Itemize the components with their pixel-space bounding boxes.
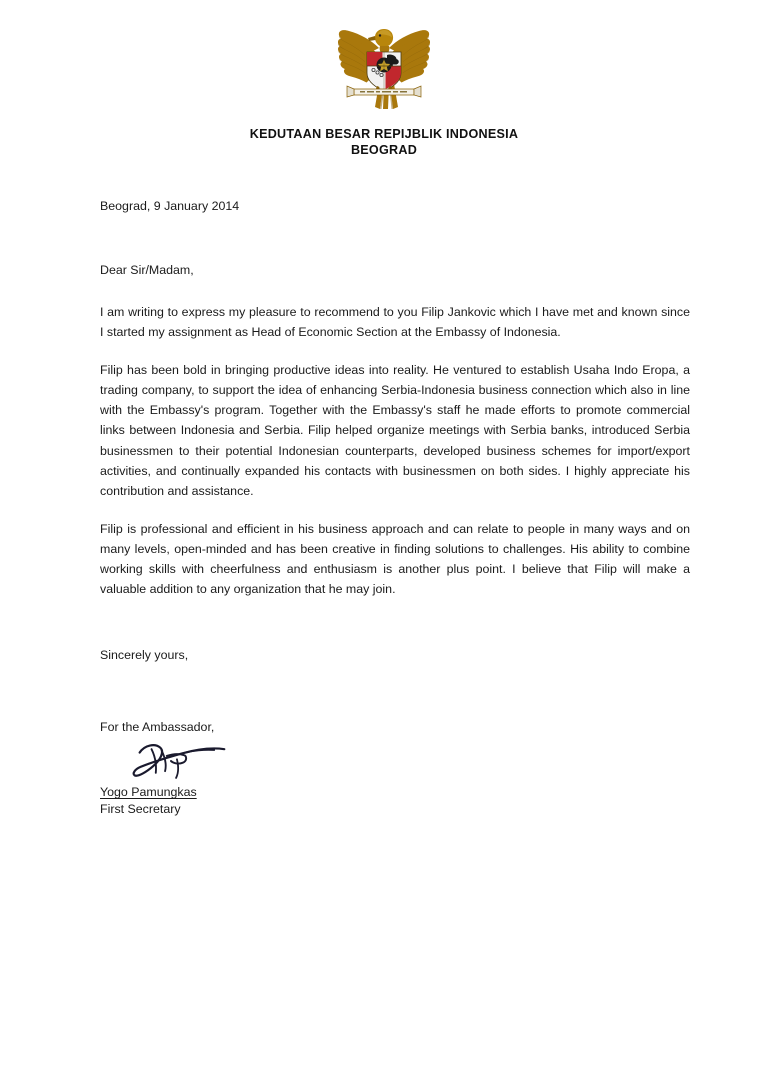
pancasila-shield: [367, 52, 401, 91]
body-paragraph-3: Filip is professional and efficient in his business approach and can relate to people in many ways and on many levels, open-minded and has been creative in finding solutions to challenges. His ability to combine working skills with cheerfulness and enthusiasm is another plus point. I believe that Filip will make a valuable addition to any organization that he may join.: [100, 521, 690, 597]
letter-body: [100, 198, 690, 818]
body-paragraph-2: Filip has been bold in bringing productive ideas into reality. He ventured to establish Usaha Indo Eropa, a trading company, to support the idea of enhancing Serbia-Indonesia business connection which also in line with the Embassy's program. Together with the Embassy's staff he made efforts to promote commercial links between Indonesia and Serbia. Filip helped organize meetings with Serbia banks, introduced Serbia businessmen to their potential Indonesian counterparts, developed business schemes for import/export activities, and continually expanded his contacts with businessmen on both sides. I highly appreciate his contribution and assistance.: [100, 363, 690, 498]
body-paragraph-1: I am writing to express my pleasure to recommend to you Filip Jankovic which I have met and known since I started my assignment as Head of Economic Section at the Embassy of Indonesia.: [100, 304, 690, 340]
date-line: Beograd, 9 January 2014: [100, 199, 240, 213]
signature-block: [100, 739, 690, 818]
closing-line: Sincerely yours,: [100, 648, 189, 663]
for-the-ambassador-line: For the Ambassador,: [100, 720, 215, 735]
letterhead: [0, 0, 768, 158]
organization-city: BEOGRAD: [350, 143, 418, 158]
handwritten-signature: [122, 739, 242, 783]
signer-name: Yogo Pamungkas: [100, 785, 197, 800]
signer-title: First Secretary: [100, 802, 181, 817]
garuda-pancasila-emblem: [325, 22, 443, 114]
organization-name: KEDUTAAN BESAR REPIJBLIK INDONESIA: [249, 127, 519, 141]
salutation: Dear Sir/Madam,: [100, 262, 194, 277]
